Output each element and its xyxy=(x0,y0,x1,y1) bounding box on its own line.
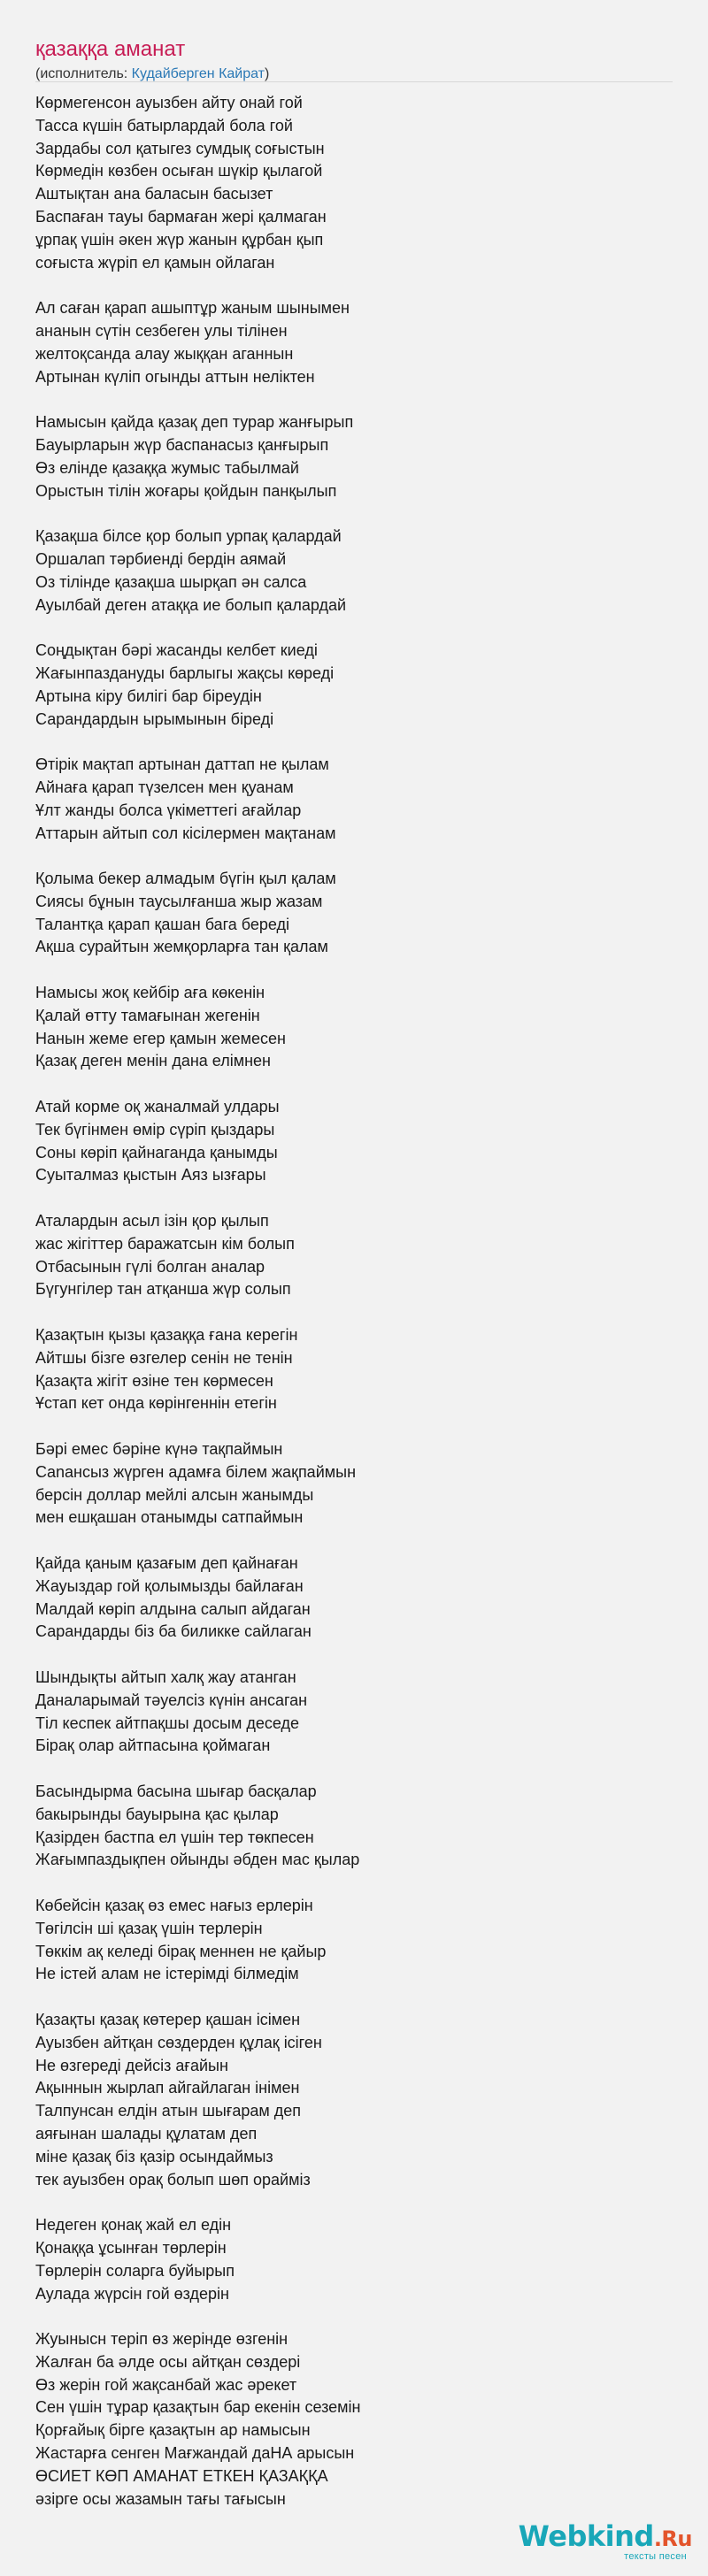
lyrics-line: аяғынан шалады құлатам деп xyxy=(35,2124,258,2143)
lyrics-line: Ақыннын жырлап айгайлаган інімен xyxy=(35,2079,300,2097)
lyrics-line: Көрмегенсон ауызбен айту онай гой xyxy=(35,94,303,111)
lyrics-stanza xyxy=(35,92,673,274)
lyrics-line: Намысы жоқ кейбір аға көкенін xyxy=(35,984,266,1002)
lyrics-line: Өтірік мақтап артынан даттап не қылам xyxy=(35,755,329,774)
lyrics-stanza xyxy=(35,754,673,845)
lyrics-body xyxy=(35,92,673,2534)
lyrics-line: Артынан күліп огынды аттын нелiктен xyxy=(35,367,315,386)
lyrics-stanza xyxy=(35,1210,673,1301)
lyrics-line: Соңдықтан бәрі жасанды келбет киеді xyxy=(35,641,318,660)
lyrics-line: Төгілсін ші қазақ үшін терлерін xyxy=(35,1919,263,1937)
lyrics-line: Қонаққа ұсынған төрлерін xyxy=(35,2238,227,2257)
lyrics-line: Оз тілінде қазақша шырқап ән салса xyxy=(35,572,307,591)
lyrics-line: Жағымпаздықпен ойынды әбден мас қылар xyxy=(35,1851,360,1869)
lyrics-stanza xyxy=(35,297,673,388)
logo-ru: .Ru xyxy=(653,2526,692,2551)
lyrics-line: Жауыздар гой қолымызды байлаған xyxy=(35,1576,304,1595)
song-title: қазаққа аманат xyxy=(35,37,186,61)
logo-tagline: тексты песен xyxy=(624,2551,687,2562)
lyrics-line: Сиясы бұнын таусылғанша жыр жазам xyxy=(35,892,323,910)
performer-prefix: (исполнитель: xyxy=(35,66,132,81)
lyrics-line: Бірақ олар айтпасына қоймаган xyxy=(35,1736,271,1755)
lyrics-line: Талпунсан елдін атын шығарам деп xyxy=(35,2102,302,2120)
song-header xyxy=(35,37,673,83)
lyrics-line: Қайда қаным қазағым деп қайнаған xyxy=(35,1554,298,1572)
lyrics-stanza xyxy=(35,640,673,731)
lyrics-line: Ал саған қарап ашыптұр жаным шынымен xyxy=(35,299,350,318)
lyrics-line: Соны көріп қайнаганда қанымды xyxy=(35,1143,278,1162)
lyrics-line: Қорғайық бірге қазақтын ар намысын xyxy=(35,2421,311,2440)
lyrics-line: Оршалап тәрбиенді бердін аямай xyxy=(35,549,287,568)
header-divider xyxy=(35,81,673,82)
lyrics-line: мен ешқашан отанымды сатпаймын xyxy=(35,1508,304,1527)
lyrics-stanza xyxy=(35,868,673,959)
lyrics-line: берсін доллар мейлі алсын жанымды xyxy=(35,1485,314,1504)
lyrics-line: Талантқа қарап қашан бага береді xyxy=(35,915,290,933)
lyrics-line: Қазірден бастпа ел үшін тер төкпесен xyxy=(35,1828,314,1846)
lyrics-line: Бәрі емес бәріне күнә тақпаймын xyxy=(35,1440,283,1459)
performer-link[interactable]: Кудайберген Кайрат xyxy=(131,66,266,81)
lyrics-stanza xyxy=(35,1667,673,1758)
lyrics-line: Зардабы сол қатыгез сумдық соғыстын xyxy=(35,139,325,157)
lyrics-line: тек ауызбен орақ болып шөп орайміз xyxy=(35,2170,311,2189)
lyrics-line: Айтшы бізге өзгелер сенін не тенін xyxy=(35,1348,293,1367)
lyrics-line: Сanaнсыз жүрген адамға білем жақпаймын xyxy=(35,1462,357,1481)
lyrics-line: жас жігіттер баражатсын кім болып xyxy=(35,1234,295,1253)
lyrics-stanza xyxy=(35,1895,673,1986)
performer-line xyxy=(35,65,673,83)
lyrics-stanza xyxy=(35,1096,673,1187)
lyrics-line: бакырынды бауырына қас қылар xyxy=(35,1805,279,1823)
lyrics-line: Айнаға қарап түзелсен мен қуанам xyxy=(35,778,294,796)
lyrics-stanza xyxy=(35,2328,673,2511)
lyrics-line: Жағынпаздануды барлыгы жақсы көреді xyxy=(35,663,335,682)
lyrics-line: Аулада жүрсін гой өздерін xyxy=(35,2284,229,2303)
lyrics-stanza xyxy=(35,411,673,502)
lyrics-line: Жуынысн теріп өз жерінде өзгенін xyxy=(35,2330,289,2349)
lyrics-line: Орыстын тілін жоғары қойдын панқылып xyxy=(35,481,337,500)
lyrics-line: Отбасынын гүлі болган аналар xyxy=(35,1257,266,1276)
lyrics-line: Басындырма басына шығар басқалар xyxy=(35,1782,317,1800)
lyrics-line: Сарандарды біз ба биликке сайлаган xyxy=(35,1622,312,1641)
lyrics-line: Намысын қайда қазақ деп турар жанғырып xyxy=(35,413,354,432)
lyrics-line: Өз елінде қазаққа жумыс табылмай xyxy=(35,458,299,477)
lyrics-stanza xyxy=(35,2009,673,2191)
lyrics-line: Өз жерін гой жақсанбай жас әрекет xyxy=(35,2375,297,2394)
lyrics-line: Шындықты айтып халқ жау атанган xyxy=(35,1668,296,1686)
lyrics-line: Баспаған тауы бармаған жері қалмаган xyxy=(35,207,327,226)
lyrics-line: Тек бүгінмен өмір сүріп қыздары xyxy=(35,1120,275,1138)
lyrics-line: Бүгунгілер тан атқанша жүр солып xyxy=(35,1280,291,1299)
lyrics-line: міне қазақ біз қазір осындаймыз xyxy=(35,2147,273,2166)
lyrics-line: Сен үшін тұрар қазақтын бар екенін сеземін xyxy=(35,2398,361,2417)
lyrics-line: Ақша сурайтын жемқорларға тан қалам xyxy=(35,938,328,956)
lyrics-line: Қазақ деген менін дана елімнен xyxy=(35,1052,271,1070)
lyrics-line: Нанын жеме егер қамын жемесен xyxy=(35,1029,286,1047)
lyrics-stanza xyxy=(35,1438,673,1530)
lyrics-line: Артына кіру билігі бар біреудін xyxy=(35,686,262,705)
lyrics-line: Тіл кеспек айтпақшы досым деседе xyxy=(35,1714,300,1732)
lyrics-line: әзірге осы жазамын тағы тағысын xyxy=(35,2489,286,2508)
lyrics-stanza xyxy=(35,1552,673,1644)
lyrics-line: Төрлерін соларга буйырып xyxy=(35,2261,235,2280)
performer-suffix: ) xyxy=(265,66,270,81)
lyrics-stanza xyxy=(35,1324,673,1415)
lyrics-line: Қолыма бекер алмадым бүгін қыл қалам xyxy=(35,870,336,888)
lyrics-line: Көрмедін көзбен осыған шүкір қылагой xyxy=(35,162,323,180)
lyrics-line: Сарандардын ырымынын біреді xyxy=(35,709,274,728)
lyrics-line: соғыста жүріп ел қамын ойлаган xyxy=(35,253,275,272)
webkind-logo[interactable] xyxy=(518,2519,692,2562)
lyrics-line: Қазақша білсе қор болып урпақ қалардай xyxy=(35,527,342,546)
lyrics-line: Малдай көріп алдына салып айдаган xyxy=(35,1599,311,1618)
lyrics-line: желтоқсанда алау жыққан аганнын xyxy=(35,344,294,363)
lyrics-line: Жастарға сенген Мағжандай даНА арысын xyxy=(35,2444,355,2463)
lyrics-line: Бауырларын жүр баспанасыз қанғырып xyxy=(35,435,329,454)
lyrics-line: ұрпақ үшін әкен жүр жанын құрбан қып xyxy=(35,230,324,249)
lyrics-line: Аталардын асыл ізін қор қылып xyxy=(35,1212,269,1230)
lyrics-line: Төккім ақ келеді бірақ меннен не қайыр xyxy=(35,1942,327,1960)
lyrics-stanza xyxy=(35,2214,673,2305)
lyrics-line: Тасса күшін батырлардай бола гой xyxy=(35,116,293,134)
lyrics-line: Ұлт жанды болса үкіметтегі ағайлар xyxy=(35,801,302,819)
lyrics-line: ӨСИЕТ КӨП АМАНАТ ЕТКЕН ҚАЗАҚҚА xyxy=(35,2466,328,2485)
lyrics-line: Недеген қонақ жай ел едін xyxy=(35,2216,232,2235)
lyrics-line: Ұстап кет онда көрінгеннін етегін xyxy=(35,1394,277,1413)
lyrics-stanza xyxy=(35,1781,673,1872)
lyrics-line: Қалай өтту тамағынан жегенін xyxy=(35,1006,260,1024)
logo-kind: kind xyxy=(586,2519,654,2553)
lyrics-line: ананын сүтін сезбеген улы тілінен xyxy=(35,321,288,340)
lyrics-line: Ауылбай деген атаққа ие болып қалардай xyxy=(35,595,347,614)
logo-web: Web xyxy=(518,2519,587,2553)
lyrics-line: Суыталмаз қыстын Аяз ызғары xyxy=(35,1166,266,1184)
lyrics-line: Даналарымай тәуелсіз күнін ансаган xyxy=(35,1690,308,1709)
lyrics-stanza xyxy=(35,982,673,1073)
lyrics-line: Аттарын айтып сол кісілермен мақтанам xyxy=(35,824,336,842)
lyrics-stanza xyxy=(35,525,673,617)
lyrics-line: Ауызбен айтқан сөздерден құлақ ісіген xyxy=(35,2033,322,2051)
lyrics-line: Не істей алам не істерімді білмедім xyxy=(35,1965,299,1983)
lyrics-line: Қазақтын қызы қазаққа ғана керегін xyxy=(35,1326,298,1345)
lyrics-line: Көбейсін қазақ өз емес нағыз ерлерін xyxy=(35,1896,313,1914)
lyrics-line: Қазақта жігіт өзіне тен көрмесен xyxy=(35,1371,273,1390)
logo-wordmark xyxy=(519,2521,692,2554)
lyrics-line: Жалған ба әлде осы айтқан сөздері xyxy=(35,2352,301,2371)
lyrics-line: Не өзгереді дейсіз ағайын xyxy=(35,2056,228,2074)
lyrics-line: Қазақты қазақ көтерер қашан ісімен xyxy=(35,2010,301,2028)
lyrics-line: Атай корме оқ жаналмай улдары xyxy=(35,1098,280,1116)
lyrics-line: Аштықтан ана баласын басызет xyxy=(35,185,273,203)
